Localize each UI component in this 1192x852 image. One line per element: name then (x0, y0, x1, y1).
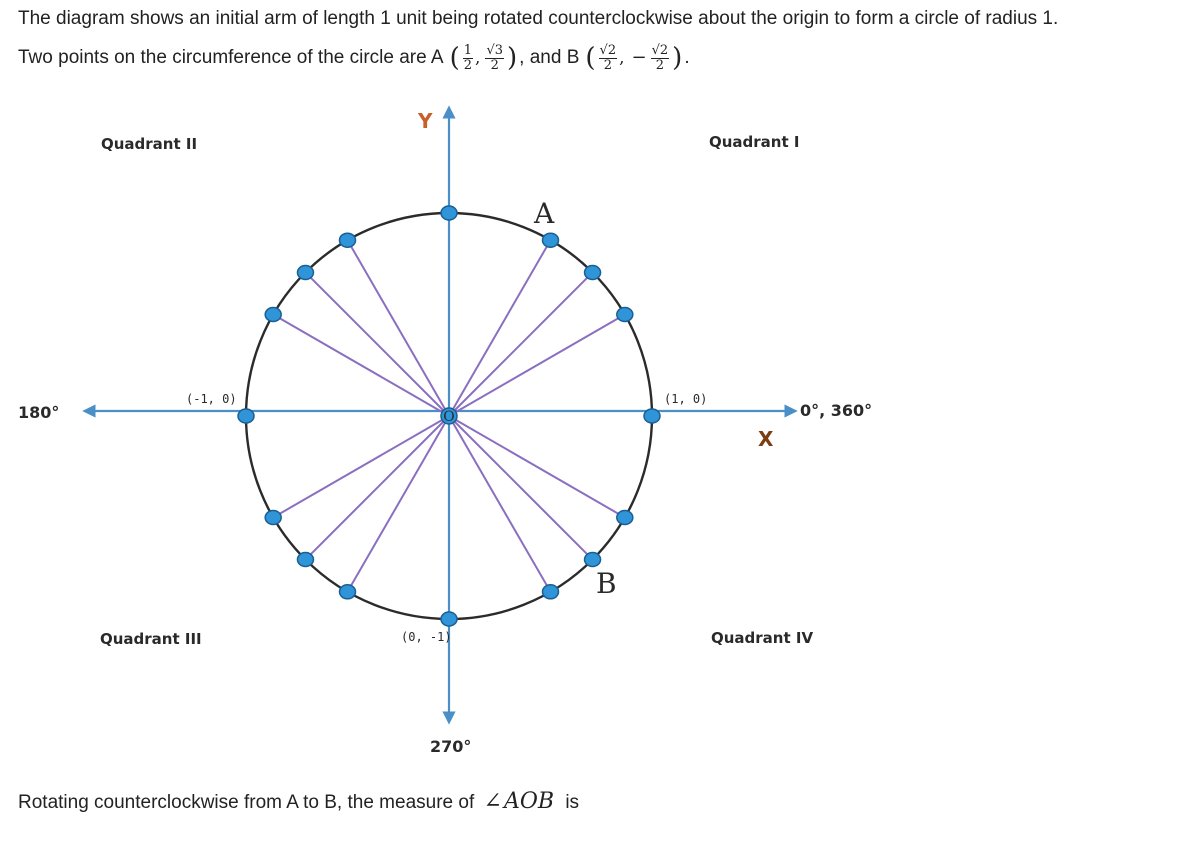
point-225-deg (297, 553, 313, 567)
comma-b: , (619, 48, 625, 68)
a-y-denominator: 2 (490, 57, 499, 73)
prompt-prefix: Rotating counterclockwise from A to B, the measure of (18, 792, 475, 813)
quadrant-1-label: Quadrant I (709, 133, 800, 151)
point-330-deg (617, 511, 633, 525)
arm-45-deg (449, 272, 593, 416)
a-y-numerator: √3 (486, 42, 504, 58)
point-150-deg (265, 308, 281, 322)
coord-left-label: (-1, 0) (186, 392, 237, 406)
coord-bottom-label: (0, -1) (401, 630, 452, 644)
point-b-label: B (596, 567, 617, 600)
point-300-deg (543, 585, 559, 599)
angle-symbol: ∠ (483, 789, 502, 814)
arm-225-deg (305, 416, 449, 560)
angle-270-label: 270° (430, 737, 472, 756)
close-paren-a: ) (507, 43, 518, 73)
arm-60-deg (449, 240, 551, 416)
open-paren-b: ( (585, 43, 596, 73)
point-90-deg (441, 206, 457, 220)
point-30-deg (617, 308, 633, 322)
prompt-suffix: is (565, 792, 580, 813)
a-x-numerator: 1 (463, 42, 473, 58)
point-a-label: A (534, 197, 555, 230)
line2-prefix: Two points on the circumference of the circle are A (18, 47, 444, 68)
point-135-deg (297, 265, 313, 279)
and-b-text: , and B (519, 47, 580, 68)
b-y-minus: − (631, 47, 647, 68)
point-270-deg (441, 612, 457, 626)
arm-150-deg (273, 315, 449, 417)
point-210-deg (265, 511, 281, 525)
quadrant-4-label: Quadrant IV (711, 629, 814, 647)
open-paren-a: ( (449, 43, 460, 73)
arm-300-deg (449, 416, 551, 592)
arm-30-deg (449, 315, 625, 417)
point-240-deg (340, 585, 356, 599)
a-x-denominator: 2 (463, 57, 473, 73)
end-period: . (684, 47, 690, 68)
arm-315-deg (449, 416, 593, 560)
arm-120-deg (348, 240, 450, 416)
point-a (543, 233, 559, 247)
point-b (585, 553, 601, 567)
coord-right-label: (1, 0) (664, 392, 708, 406)
quadrant-3-label: Quadrant III (100, 630, 202, 648)
quadrant-2-label: Quadrant II (101, 135, 198, 153)
point-0-deg (644, 409, 660, 423)
arm-210-deg (273, 416, 449, 518)
x-axis-label: X (758, 427, 774, 451)
origin-label: O (443, 409, 455, 425)
b-x-numerator: √2 (599, 42, 617, 58)
point-180-deg (238, 409, 254, 423)
arm-135-deg (305, 272, 449, 416)
close-paren-b: ) (672, 43, 683, 73)
point-120-deg (340, 233, 356, 247)
b-y-numerator: √2 (651, 42, 669, 58)
angle-0-360-label: 0°, 360° (800, 401, 873, 420)
question-line-1: The diagram shows an initial arm of length 1 unit being rotated counterclockwise about the origin to form a circle of radius 1. (18, 8, 1059, 29)
b-x-denominator: 2 (603, 57, 612, 73)
angle-180-label: 180° (18, 403, 60, 422)
angle-name: AOB (503, 789, 555, 814)
b-y-denominator: 2 (655, 57, 665, 73)
question-prompt (18, 790, 579, 815)
point-45-deg (585, 265, 601, 279)
arm-330-deg (449, 416, 625, 518)
arm-240-deg (348, 416, 450, 592)
y-axis-label: Y (418, 109, 433, 133)
comma-a: , (475, 48, 481, 68)
